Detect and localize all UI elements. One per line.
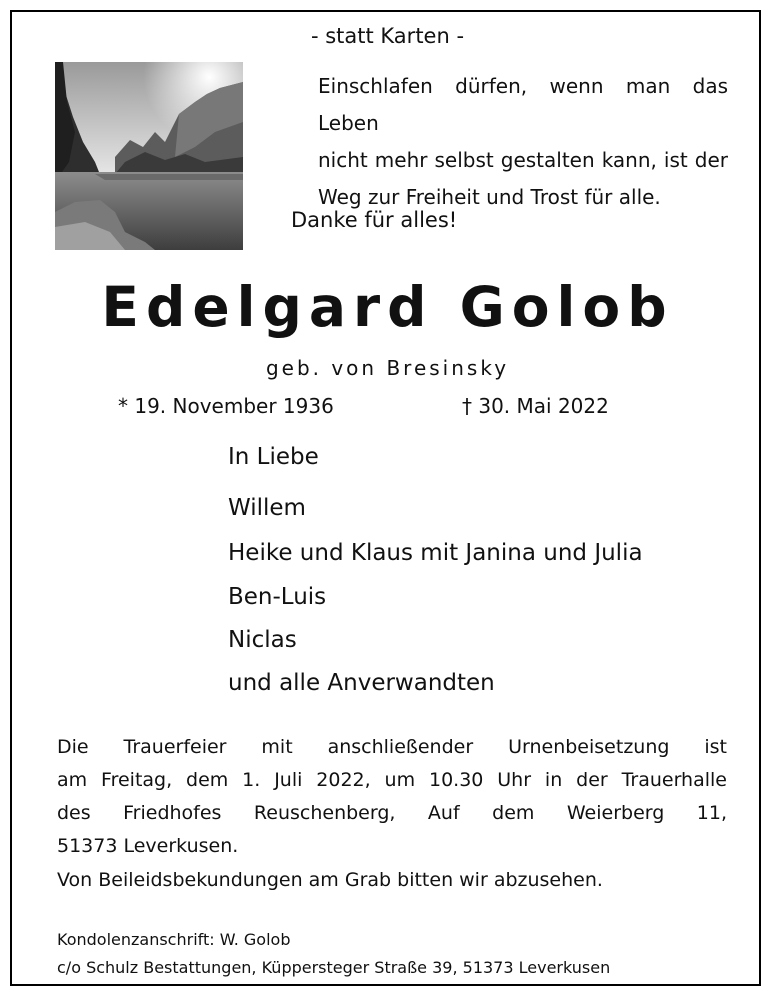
ceremony-line: Die Trauerfeier mit anschließender Urnenbeisetzung ist <box>57 736 727 758</box>
lake-mountain-photo <box>55 62 243 250</box>
maiden-name: geb. von Bresinsky <box>265 356 510 380</box>
ceremony-line: 51373 Leverkusen. <box>57 835 239 857</box>
ceremony-details <box>57 731 727 863</box>
death-date: † 30. Mai 2022 <box>462 394 609 418</box>
ceremony-line: am Freitag, dem 1. Juli 2022, um 10.30 Uhr in der Trauerhalle <box>57 769 727 791</box>
quote-line: Einschlafen dürfen, wenn man das Leben <box>318 74 728 135</box>
farewell-quote <box>318 68 728 216</box>
family-member: Ben-Luis <box>228 584 327 610</box>
statt-karten-heading: - statt Karten - <box>310 24 465 48</box>
quote-line: nicht mehr selbst gestalten kann, ist der <box>318 148 728 172</box>
deceased-name: Edelgard Golob <box>101 275 674 339</box>
family-member: und alle Anverwandten <box>228 670 495 696</box>
quote-line: Weg zur Freiheit und Trost für alle. <box>318 185 661 209</box>
ceremony-line: des Friedhofes Reuschenberg, Auf dem Weierberg 11, <box>57 802 727 824</box>
condolence-note: Von Beileidsbekundungen am Grab bitten wir abzusehen. <box>57 869 603 891</box>
birth-date: * 19. November 1936 <box>118 394 334 418</box>
condolence-address-line2: c/o Schulz Bestattungen, Küppersteger Straße 39, 51373 Leverkusen <box>57 958 611 977</box>
thanks-text: Danke für alles! <box>291 208 458 232</box>
family-member: Niclas <box>228 627 297 653</box>
condolence-address <box>57 926 610 982</box>
condolence-address-line1: Kondolenzanschrift: W. Golob <box>57 930 291 949</box>
family-intro: In Liebe <box>228 444 319 470</box>
family-member: Willem <box>228 495 306 521</box>
family-member: Heike und Klaus mit Janina und Julia <box>228 540 643 566</box>
